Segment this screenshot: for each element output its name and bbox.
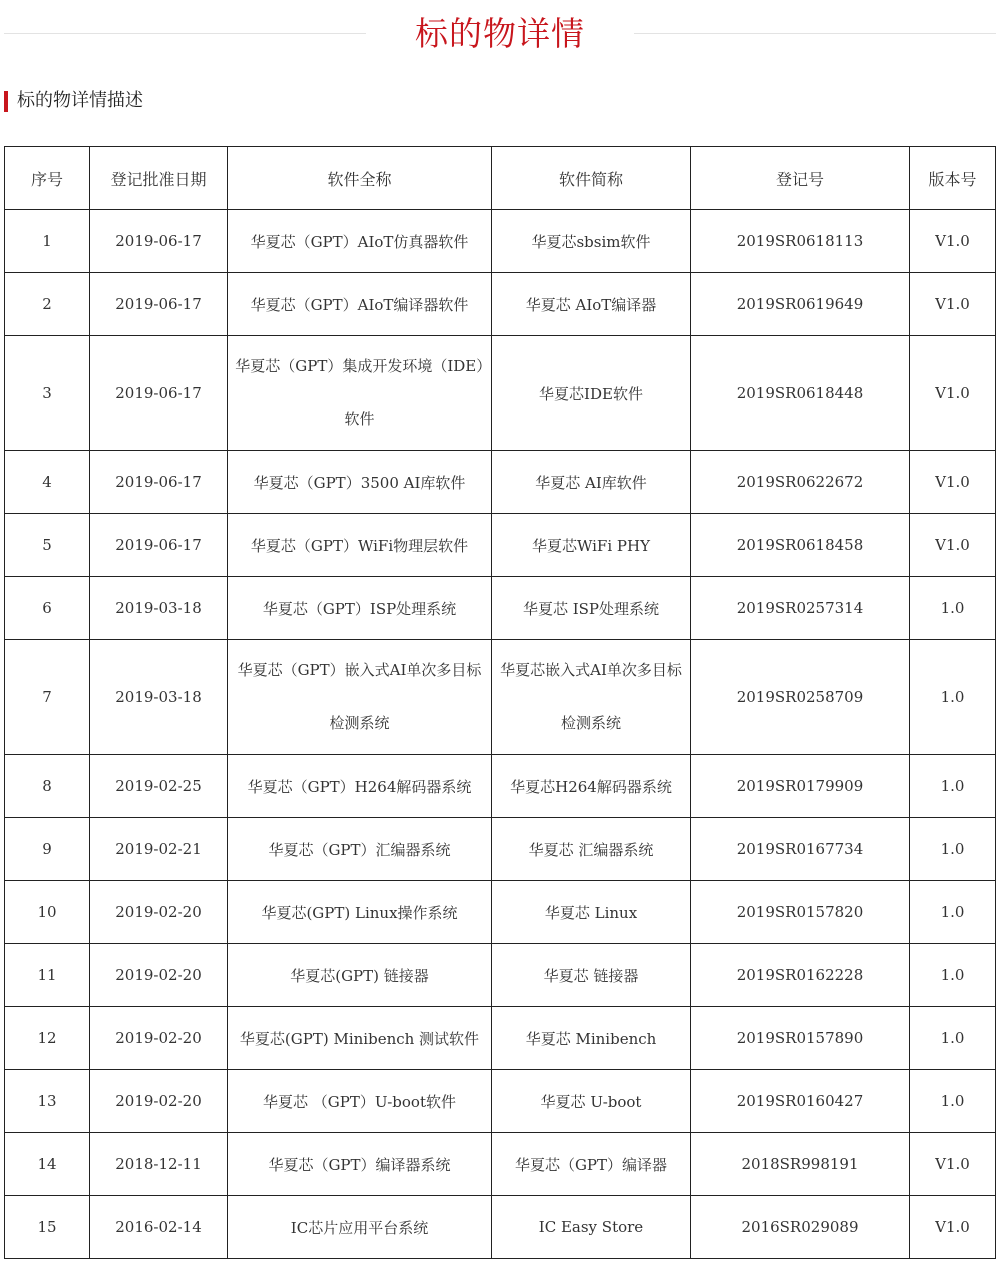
cell-index: 8 [5,755,90,818]
cell-short-name: 华夏芯H264解码器系统 [492,755,691,818]
cell-date: 2019-06-17 [90,336,228,451]
page-title-bar [0,0,1000,70]
cell-registration-number: 2019SR0258709 [691,640,910,755]
cell-registration-number: 2019SR0618113 [691,210,910,273]
table-row [5,273,996,336]
table-row [5,1196,996,1259]
cell-registration-number: 2019SR0619649 [691,273,910,336]
cell-version: V1.0 [910,210,996,273]
cell-short-name: 华夏芯sbsim软件 [492,210,691,273]
cell-registration-number: 2018SR998191 [691,1133,910,1196]
cell-index: 14 [5,1133,90,1196]
cell-index: 1 [5,210,90,273]
cell-full-name: 华夏芯(GPT) 链接器 [228,944,492,1007]
cell-full-name: 华夏芯(GPT) Minibench 测试软件 [228,1007,492,1070]
cell-short-name: 华夏芯 AI库软件 [492,451,691,514]
cell-version: V1.0 [910,1133,996,1196]
cell-index: 3 [5,336,90,451]
cell-short-name: 华夏芯 链接器 [492,944,691,1007]
header-full-name: 软件全称 [228,147,492,210]
cell-short-name: 华夏芯 U-boot [492,1070,691,1133]
cell-date: 2019-06-17 [90,451,228,514]
cell-index: 10 [5,881,90,944]
table-row [5,336,996,451]
cell-version: 1.0 [910,818,996,881]
cell-version: V1.0 [910,1196,996,1259]
header-version: 版本号 [910,147,996,210]
cell-index: 12 [5,1007,90,1070]
cell-version: 1.0 [910,944,996,1007]
cell-version: 1.0 [910,1007,996,1070]
table-row [5,640,996,755]
title-divider-right [634,33,996,34]
cell-full-name: 华夏芯（GPT）嵌入式AI单次多目标检测系统 [228,640,492,755]
cell-date: 2019-02-20 [90,1070,228,1133]
cell-registration-number: 2019SR0162228 [691,944,910,1007]
cell-date: 2019-02-25 [90,755,228,818]
cell-date: 2019-03-18 [90,577,228,640]
table-row [5,1007,996,1070]
cell-registration-number: 2019SR0622672 [691,451,910,514]
cell-index: 5 [5,514,90,577]
cell-date: 2019-03-18 [90,640,228,755]
cell-index: 15 [5,1196,90,1259]
cell-date: 2019-02-20 [90,1007,228,1070]
cell-short-name: 华夏芯（GPT）编译器 [492,1133,691,1196]
cell-version: V1.0 [910,514,996,577]
registration-table [4,146,996,1259]
section-title: 标的物详情描述 [17,90,143,111]
table-row [5,577,996,640]
cell-version: 1.0 [910,640,996,755]
cell-short-name: 华夏芯 Linux [492,881,691,944]
cell-short-name: 华夏芯 Minibench [492,1007,691,1070]
cell-index: 4 [5,451,90,514]
cell-version: V1.0 [910,451,996,514]
cell-registration-number: 2019SR0618448 [691,336,910,451]
cell-registration-number: 2019SR0257314 [691,577,910,640]
cell-date: 2018-12-11 [90,1133,228,1196]
cell-index: 7 [5,640,90,755]
cell-index: 9 [5,818,90,881]
cell-version: V1.0 [910,273,996,336]
section-marker [4,91,8,112]
cell-index: 13 [5,1070,90,1133]
cell-date: 2016-02-14 [90,1196,228,1259]
table-row [5,451,996,514]
cell-version: 1.0 [910,577,996,640]
cell-full-name: 华夏芯（GPT）WiFi物理层软件 [228,514,492,577]
cell-full-name: 华夏芯(GPT) Linux操作系统 [228,881,492,944]
header-short-name: 软件简称 [492,147,691,210]
cell-full-name: 华夏芯（GPT）AIoT编译器软件 [228,273,492,336]
table-row [5,514,996,577]
cell-short-name: 华夏芯 ISP处理系统 [492,577,691,640]
cell-full-name: 华夏芯 （GPT）U-boot软件 [228,1070,492,1133]
cell-full-name: 华夏芯（GPT）集成开发环境（IDE）软件 [228,336,492,451]
table-row [5,818,996,881]
cell-registration-number: 2019SR0618458 [691,514,910,577]
cell-full-name: IC芯片应用平台系统 [228,1196,492,1259]
cell-full-name: 华夏芯（GPT）3500 AI库软件 [228,451,492,514]
cell-short-name: 华夏芯IDE软件 [492,336,691,451]
cell-short-name: IC Easy Store [492,1196,691,1259]
cell-full-name: 华夏芯（GPT）编译器系统 [228,1133,492,1196]
cell-registration-number: 2019SR0157820 [691,881,910,944]
cell-short-name: 华夏芯WiFi PHY [492,514,691,577]
cell-date: 2019-02-20 [90,881,228,944]
cell-version: V1.0 [910,336,996,451]
table-row [5,944,996,1007]
cell-index: 11 [5,944,90,1007]
table-header-row [5,147,996,210]
cell-index: 6 [5,577,90,640]
cell-index: 2 [5,273,90,336]
cell-full-name: 华夏芯（GPT）汇编器系统 [228,818,492,881]
cell-date: 2019-06-17 [90,210,228,273]
cell-version: 1.0 [910,755,996,818]
cell-short-name: 华夏芯 汇编器系统 [492,818,691,881]
table-row [5,210,996,273]
cell-registration-number: 2019SR0179909 [691,755,910,818]
cell-date: 2019-06-17 [90,273,228,336]
table-row [5,881,996,944]
cell-registration-number: 2019SR0167734 [691,818,910,881]
cell-version: 1.0 [910,881,996,944]
cell-registration-number: 2019SR0160427 [691,1070,910,1133]
header-registration-number: 登记号 [691,147,910,210]
cell-version: 1.0 [910,1070,996,1133]
cell-date: 2019-02-20 [90,944,228,1007]
cell-registration-number: 2019SR0157890 [691,1007,910,1070]
header-index: 序号 [5,147,90,210]
header-approval-date: 登记批准日期 [90,147,228,210]
cell-short-name: 华夏芯嵌入式AI单次多目标检测系统 [492,640,691,755]
table-row [5,1070,996,1133]
cell-registration-number: 2016SR029089 [691,1196,910,1259]
cell-short-name: 华夏芯 AIoT编译器 [492,273,691,336]
page-title: 标的物详情 [415,14,585,53]
cell-full-name: 华夏芯（GPT）AIoT仿真器软件 [228,210,492,273]
cell-date: 2019-06-17 [90,514,228,577]
table-row [5,755,996,818]
cell-full-name: 华夏芯（GPT）ISP处理系统 [228,577,492,640]
table-row [5,1133,996,1196]
section-header [4,89,143,113]
cell-date: 2019-02-21 [90,818,228,881]
cell-full-name: 华夏芯（GPT）H264解码器系统 [228,755,492,818]
